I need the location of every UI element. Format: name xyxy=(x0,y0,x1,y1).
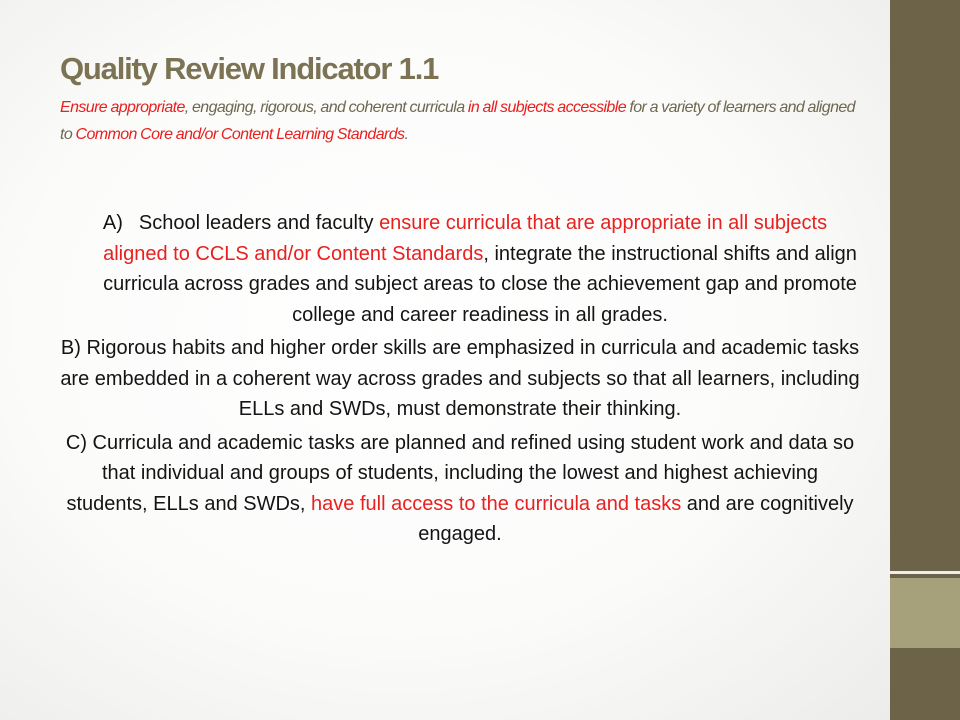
item-c-text-1: C) Curricula and academic tasks are planned and refined using student work and data so that individual and groups of students, including the lowest and highest achieving students, ELLs and SWDs, xyxy=(65,431,855,515)
subtitle-highlight-5: Common Core and/or Content Learning Standards xyxy=(75,126,405,143)
indicator-item-b xyxy=(60,333,860,425)
subtitle-text-2: , engaging, rigorous, and coherent curricula xyxy=(184,99,468,116)
side-bar-accent-block xyxy=(890,578,960,648)
subtitle-text-4: for a variety of learners and aligned to xyxy=(60,99,855,143)
indicator-item-a xyxy=(60,208,860,330)
subtitle-highlight-3: in all subjects accessible xyxy=(467,99,626,116)
slide-subtitle xyxy=(60,94,870,148)
indicator-item-c xyxy=(60,428,860,550)
subtitle-highlight-1: Ensure appropriate xyxy=(60,99,185,116)
subtitle-text-6: . xyxy=(404,126,409,143)
slide-title: Quality Review Indicator 1.1 xyxy=(60,51,439,86)
item-c-highlight: have full access to the curricula and tasks xyxy=(311,492,682,515)
item-a-marker: A) xyxy=(102,212,123,234)
item-b-text: B) Rigorous habits and higher order skills are emphasized in curricula and academic tasks are embedded in a coherent way across grades and subjects so that all learners, including ELLs and SWDs, must demonstrate their thinking. xyxy=(60,337,860,420)
title-block xyxy=(60,50,870,148)
item-a-text-1: School leaders and faculty xyxy=(138,212,380,234)
slide-body xyxy=(60,208,860,553)
item-a-highlight: ensure curricula that are appropriate in all subjects aligned to CCLS and/or Content Standards xyxy=(103,212,828,265)
item-c-text-3: and are cognitively engaged. xyxy=(418,492,854,545)
side-bar-divider xyxy=(890,571,960,574)
item-a-text-3: , integrate the instructional shifts and align curricula across grades and subject areas to close the achievement gap and promote college and career readiness in all grades. xyxy=(103,242,857,326)
